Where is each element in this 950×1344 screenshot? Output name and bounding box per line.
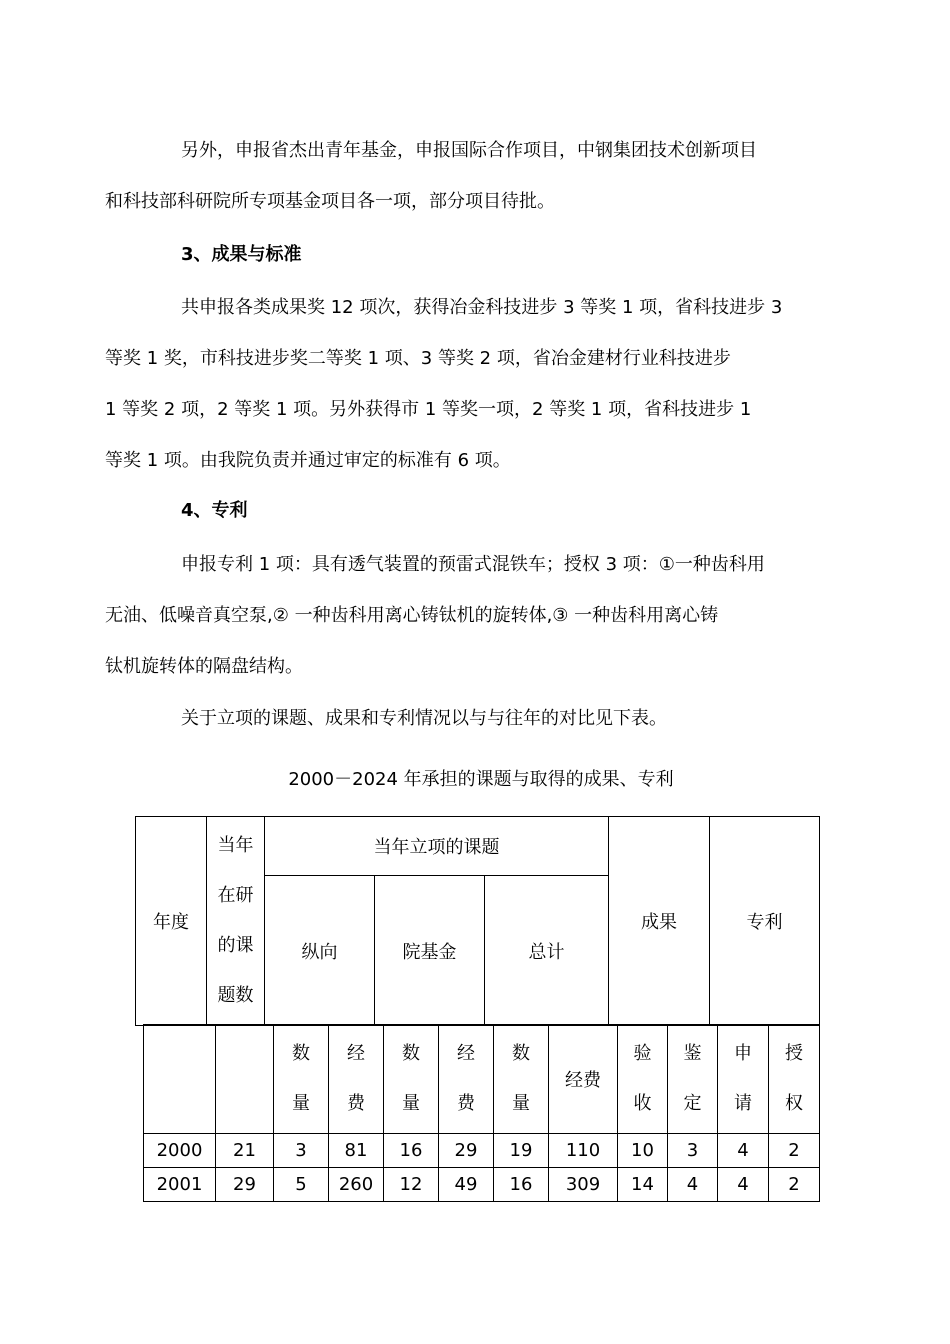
table-row xyxy=(144,1168,820,1202)
cell-institute-fund: 49 xyxy=(439,1168,494,1202)
paragraph-line: 等奖 1 项。由我院负责并通过审定的标准有 6 项。 xyxy=(105,450,511,471)
subheader-institute-count: 数 量 xyxy=(384,1025,439,1134)
header-year: 年度 xyxy=(136,817,207,1026)
cell-appraised: 3 xyxy=(668,1134,718,1168)
cell-accepted: 10 xyxy=(618,1134,668,1168)
table-subheader-row xyxy=(144,1025,820,1134)
header-ongoing-projects: 当年 在研 的课 题数 xyxy=(207,817,265,1026)
cell-institute-count: 16 xyxy=(384,1134,439,1168)
cell-applied: 4 xyxy=(718,1134,769,1168)
subheader-granted: 授 权 xyxy=(769,1025,820,1134)
subheader-total-count: 数 量 xyxy=(494,1025,549,1134)
summary-table-body xyxy=(143,1024,820,1202)
subheader-total-fund: 经费 xyxy=(549,1025,618,1134)
subheader-institute-fund: 经 费 xyxy=(439,1025,494,1134)
cell-ongoing: 21 xyxy=(216,1134,274,1168)
summary-table-header xyxy=(135,816,820,1026)
cell-total-count: 19 xyxy=(494,1134,549,1168)
paragraph-line: 1 等奖 2 项，2 等奖 1 项。另外获得市 1 等奖一项，2 等奖 1 项，省科技进步 1 xyxy=(105,399,752,420)
paragraph-line: 共申报各类成果奖 12 项次，获得冶金科技进步 3 等奖 1 项，省科技进步 3 xyxy=(181,297,783,318)
cell-accepted: 14 xyxy=(618,1168,668,1202)
paragraph-line: 申报专利 1 项：具有透气装置的预雷式混铁车；授权 3 项：①一种齿科用 xyxy=(181,554,765,575)
subheader-empty xyxy=(216,1025,274,1134)
header-institute-fund: 院基金 xyxy=(375,876,485,1026)
subheader-vertical-count: 数 量 xyxy=(274,1025,329,1134)
table-row xyxy=(144,1134,820,1168)
paragraph-line: 钛机旋转体的隔盘结构。 xyxy=(105,656,303,677)
header-new-projects: 当年立项的课题 xyxy=(265,817,609,876)
cell-vertical-fund: 260 xyxy=(329,1168,384,1202)
cell-appraised: 4 xyxy=(668,1168,718,1202)
paragraph-achievements xyxy=(105,282,815,486)
subheader-accepted: 验 收 xyxy=(618,1025,668,1134)
cell-year: 2000 xyxy=(144,1134,216,1168)
cell-total-count: 16 xyxy=(494,1168,549,1202)
paragraph-line: 和科技部科研院所专项基金项目各一项，部分项目待批。 xyxy=(105,191,555,212)
paragraph-line: 等奖 1 奖，市科技进步奖二等奖 1 项、3 等奖 2 项，省冶金建材行业科技进步 xyxy=(105,348,731,369)
subheader-appraised: 鉴 定 xyxy=(668,1025,718,1134)
subheader-empty xyxy=(144,1025,216,1134)
cell-vertical-fund: 81 xyxy=(329,1134,384,1168)
cell-applied: 4 xyxy=(718,1168,769,1202)
cell-vertical-count: 5 xyxy=(274,1168,329,1202)
paragraph-line: 关于立项的课题、成果和专利情况以与与往年的对比见下表。 xyxy=(181,708,667,729)
cell-granted: 2 xyxy=(769,1134,820,1168)
paragraph-line: 无油、低噪音真空泵,② 一种齿科用离心铸钛机的旋转体,③ 一种齿科用离心铸 xyxy=(105,605,719,626)
cell-year: 2001 xyxy=(144,1168,216,1202)
header-patents: 专利 xyxy=(710,817,820,1026)
header-achievements: 成果 xyxy=(609,817,710,1026)
cell-vertical-count: 3 xyxy=(274,1134,329,1168)
cell-total-fund: 309 xyxy=(549,1168,618,1202)
section-heading-achievements: 3、成果与标准 xyxy=(181,244,302,265)
paragraph-funding xyxy=(105,125,815,227)
section-heading-patents: 4、专利 xyxy=(181,500,248,521)
subheader-vertical-fund: 经 费 xyxy=(329,1025,384,1134)
cell-ongoing: 29 xyxy=(216,1168,274,1202)
cell-institute-fund: 29 xyxy=(439,1134,494,1168)
cell-institute-count: 12 xyxy=(384,1168,439,1202)
paragraph-patents xyxy=(105,539,815,692)
header-total: 总计 xyxy=(485,876,609,1026)
cell-granted: 2 xyxy=(769,1168,820,1202)
paragraph-line: 另外，申报省杰出青年基金，申报国际合作项目，中钢集团技术创新项目 xyxy=(181,140,757,161)
subheader-applied: 申 请 xyxy=(718,1025,769,1134)
cell-total-fund: 110 xyxy=(549,1134,618,1168)
paragraph-table-intro xyxy=(143,693,815,744)
table-caption: 2000－2024 年承担的课题与取得的成果、专利 xyxy=(288,769,674,790)
header-vertical: 纵向 xyxy=(265,876,375,1026)
